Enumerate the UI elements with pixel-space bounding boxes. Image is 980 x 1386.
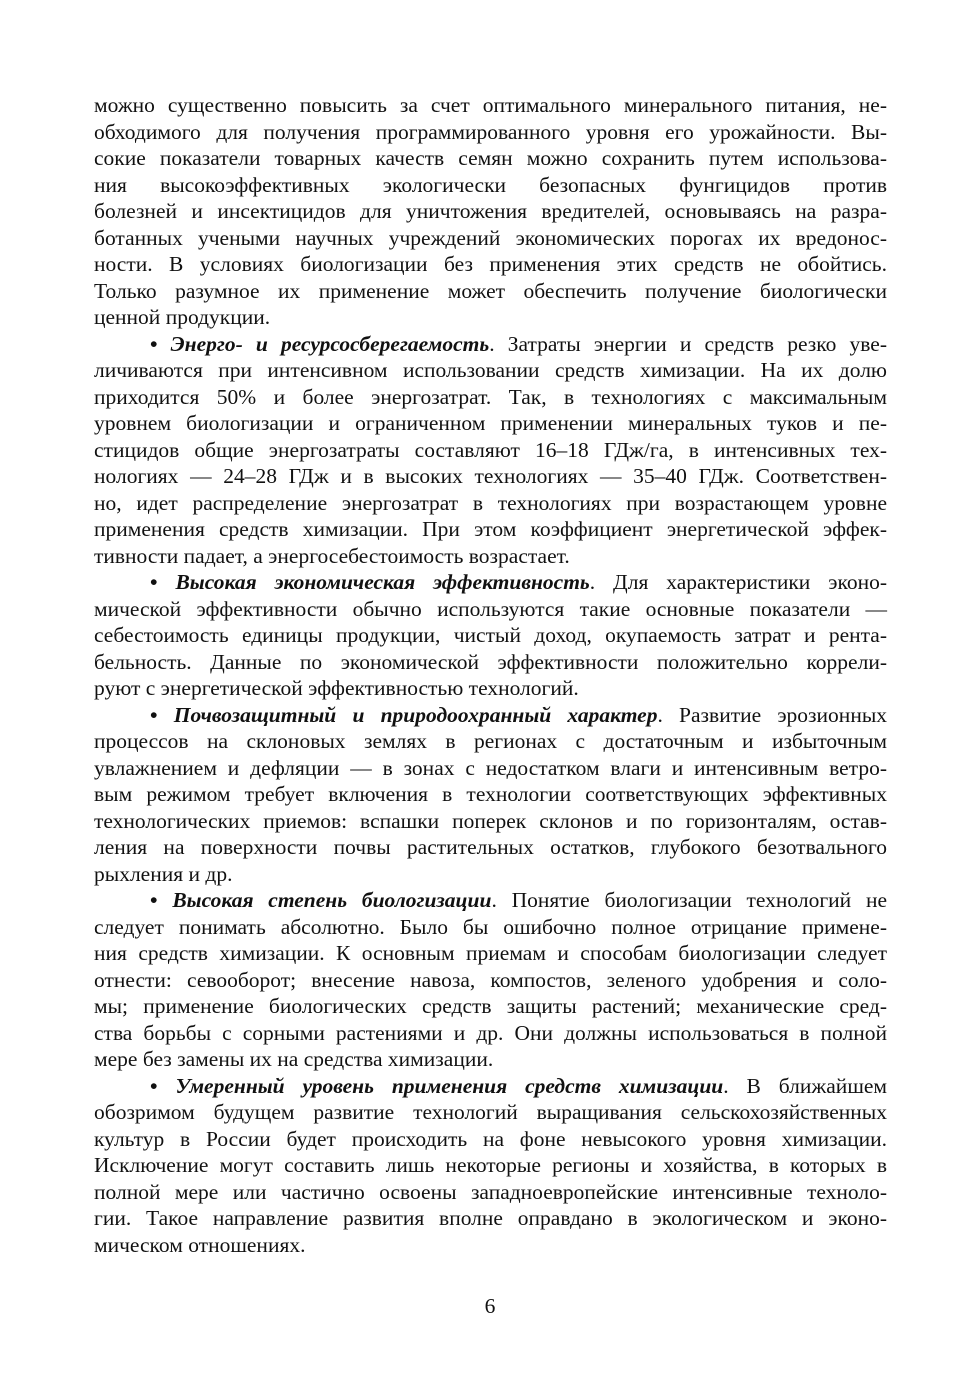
page-number: 6 <box>484 1294 496 1318</box>
text-line: применения средств химизации. При этом коэффициент энергетической эффек- <box>94 517 887 541</box>
text-line: стицидов общие энергозатраты составляют 16–18 ГДж/га, в интенсивных тех- <box>94 437 887 462</box>
text-line: себестоимость единицы продукции, чистый доход, окупаемость затрат и рента- <box>94 623 887 647</box>
bullet-icon: • <box>150 888 158 912</box>
text-line: Только разумное их применение может обеспечить получение биологически <box>94 278 887 303</box>
text-line: нологиях — 24–28 ГДж и в высоких технологиях — 35–40 ГДж. Соответствен- <box>94 464 887 488</box>
text-line: личиваются при интенсивном использовании средств химизации. На их долю <box>94 358 887 382</box>
section-first-line-text: . Затраты энергии и средств резко уве- <box>489 331 887 356</box>
section-first-line-text: . В ближайшем <box>723 1073 888 1098</box>
section-first-line <box>94 569 887 596</box>
text-line: культур в России будет происходить на фоне невысокого уровня химизации. <box>94 1126 887 1151</box>
text-line: процессов на склоновых землях в регионах с достаточным и избыточным <box>94 729 887 753</box>
text-line: тивности падает, а энергосебестоимость возрастает. <box>94 543 570 568</box>
text-line: полной мере или частично освоены западноевропейские интенсивные техноло- <box>94 1179 887 1204</box>
text-line: сокие показатели товарных качеств семян можно сохранить путем использова- <box>94 146 887 170</box>
text-line: мы; применение биологических средств защиты растений; механические сред- <box>94 994 887 1018</box>
bullet-icon: • <box>150 331 158 356</box>
section-biologization <box>94 887 887 1073</box>
text-line: гии. Такое направление развития вполне оправдано в экологическом и эконо- <box>94 1206 887 1230</box>
text-line: мической эффективности обычно используются такие основные показатели — <box>94 596 887 621</box>
text-line: приходится 50% и более энергозатрат. Так, в технологиях с максимальным <box>94 384 887 409</box>
section-soil-protection <box>94 702 887 888</box>
text-line: рыхления и др. <box>94 861 233 886</box>
text-line: обходимого для получения программированного уровня его урожайности. Вы- <box>94 119 887 144</box>
text-line: болезней и инсектицидов для уничтожения вредителей, основываясь на разра- <box>94 199 887 223</box>
section-moderate-chemicals <box>94 1073 887 1259</box>
text-line: можно существенно повысить за счет оптимального минерального питания, не- <box>94 93 887 117</box>
section-energy-saving <box>94 331 887 570</box>
text-line: бельность. Данные по экономической эффективности положительно коррели- <box>94 649 887 674</box>
text-line: ния средств химизации. К основным приемам и способам биологизации следует <box>94 941 887 965</box>
bullet-icon: • <box>150 570 158 594</box>
section-term: Высокая экономическая эффективность <box>175 570 590 594</box>
text-line: уровнем биологизации и ограниченном применении минеральных туков и пе- <box>94 411 887 435</box>
bullet-icon: • <box>150 1073 158 1098</box>
text-line: технологических приемов: вспашки поперек склонов и по горизонталям, остав- <box>94 808 887 833</box>
text-line: мере без замены их на средства химизации. <box>94 1047 494 1071</box>
text-line: следует понимать абсолютно. Было бы ошибочно полное отрицание примене- <box>94 914 887 939</box>
text-line: но, идет распределение энергозатрат в технологиях при возрастающем уровне <box>94 490 887 515</box>
text-line: вым режимом требует включения в технологии соответствующих эффективных <box>94 782 887 806</box>
text-line: Исключение могут составить лишь некоторые регионы и хозяйства, в которых в <box>94 1153 887 1177</box>
section-economic-efficiency <box>94 569 887 702</box>
text-line: отнести: севооборот; внесение навоза, компостов, зеленого удобрения и соло- <box>94 967 887 992</box>
section-term: Энерго- и ресурсосберегаемость <box>170 331 490 356</box>
text-line: руют с энергетической эффективностью технологий. <box>94 676 579 700</box>
bullet-icon: • <box>150 702 158 727</box>
text-line: увлажнением и дефляции — в зонах с недостатком влаги и интенсивным ветро- <box>94 755 887 780</box>
text-line: ценной продукции. <box>94 305 271 329</box>
section-first-line <box>94 1073 887 1100</box>
text-line: ности. В условиях биологизации без применения этих средств не обойтись. <box>94 252 887 276</box>
section-term: Умеренный уровень применения средств химизации <box>175 1073 724 1098</box>
section-first-line-text: . Развитие эрозионных <box>657 702 888 727</box>
text-line: ления на поверхности почвы растительных остатков, глубокого безотвального <box>94 835 887 859</box>
page-body <box>94 92 887 1258</box>
text-line: обозримом будущем развитие технологий выращивания сельскохозяйственных <box>94 1100 887 1124</box>
text-line: мическом отношениях. <box>94 1232 306 1257</box>
section-first-line-text: . Понятие биологизации технологий не <box>491 888 888 912</box>
section-first-line-text: . Для характеристики эконо- <box>589 570 887 594</box>
section-term: Почвозащитный и природоохранный характер <box>173 702 658 727</box>
text-line: ния высокоэффективных экологически безопасных фунгицидов против <box>94 172 887 197</box>
text-line: ботанных учеными научных учреждений экономических порогах их вредонос- <box>94 225 887 250</box>
section-first-line <box>94 887 887 914</box>
section-first-line <box>94 702 887 729</box>
text-line: ства борьбы с сорными растениями и др. Они должны использоваться в полной <box>94 1020 887 1045</box>
section-term: Высокая степень биологизации <box>172 888 492 912</box>
section-first-line <box>94 331 887 358</box>
intro-paragraph <box>94 92 887 331</box>
